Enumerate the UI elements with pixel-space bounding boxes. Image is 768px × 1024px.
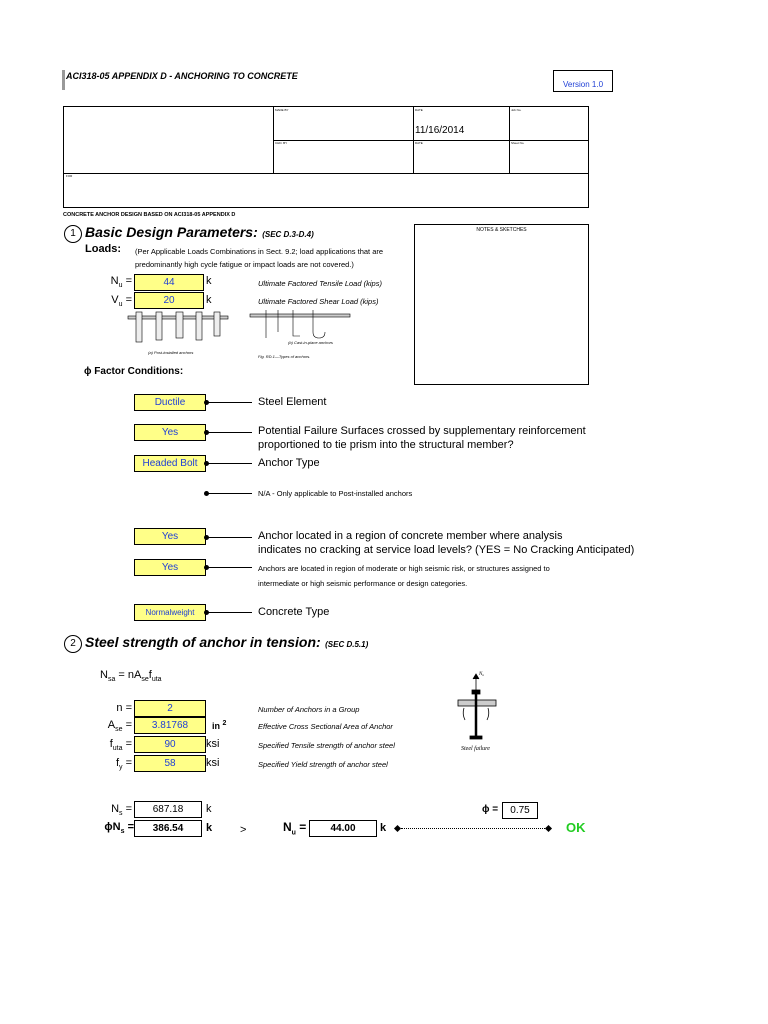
ns-symbol: $N_s$ = xyxy=(111,803,132,818)
fig-note: Fig. RD.1—Types of anchors. xyxy=(258,354,311,359)
ns-value: 687.18 xyxy=(134,801,202,818)
seismic-label: Anchors are located in region of moderate or high seismic risk, or structures assigned to xyxy=(258,564,550,573)
n-symbol: n = xyxy=(116,702,132,714)
connector-line xyxy=(207,463,252,464)
connector-line xyxy=(207,537,252,538)
fy-unit: ksi xyxy=(206,757,220,769)
checked-by-label: CHD. BY xyxy=(275,141,288,145)
section-1-heading: Basic Design Parameters: (SEC D.3-D.4) xyxy=(85,224,314,240)
section-1-number: 1 xyxy=(64,225,82,243)
loads-note-2: predominantly high cycle fatigue or impact loads are not covered.) xyxy=(135,260,354,269)
ase-symbol: $A_{se}$ = xyxy=(107,719,132,734)
version-label: Version 1.0 xyxy=(553,70,613,92)
supplementary-reinf-select[interactable]: Yes xyxy=(134,424,206,441)
phins-unit: k xyxy=(206,822,213,834)
ase-input[interactable]: 3.81768 xyxy=(134,717,206,734)
loads-note-1: (Per Applicable Loads Combinations in Sect. 9.2; load applications that are xyxy=(135,247,384,256)
fy-symbol: $f_y$ = xyxy=(115,757,132,772)
nu-check-value: 44.00 xyxy=(309,820,377,837)
nu-symbol: $N_u$ = xyxy=(110,275,132,290)
anchor-types-figure xyxy=(118,310,358,365)
phi-value: 0.75 xyxy=(502,802,538,819)
ase-desc: Effective Cross Sectional Area of Anchor xyxy=(258,722,393,731)
date-label-2: DATE xyxy=(415,141,423,145)
futa-input[interactable]: 90 xyxy=(134,736,206,753)
fig-caption-a: (a) Post-installed anchors xyxy=(148,350,194,355)
vu-input[interactable]: 20 xyxy=(134,292,204,309)
notes-box xyxy=(414,224,589,385)
phins-symbol: $\phi N_s$ = xyxy=(104,821,134,836)
greater-than: > xyxy=(240,824,247,836)
steel-failure-label: Steel failure xyxy=(461,746,490,752)
result-ok: OK xyxy=(566,820,586,835)
phi-label: ϕ = xyxy=(482,804,499,815)
steel-element-select[interactable]: Ductile xyxy=(134,394,206,411)
connector-line xyxy=(207,612,252,613)
sheet-no-label: Sheet No. xyxy=(511,141,525,145)
connector-line xyxy=(207,402,252,403)
futa-desc: Specified Tensile strength of anchor steel xyxy=(258,741,395,750)
document-title: ACI318-05 APPENDIX D - ANCHORING TO CONCRETE xyxy=(66,71,298,81)
seismic-select[interactable]: Yes xyxy=(134,559,206,576)
anchor-type-select[interactable]: Headed Bolt xyxy=(134,455,206,472)
design-caption: CONCRETE ANCHOR DESIGN BASED ON ACI318-05 APPENDIX D xyxy=(63,212,236,218)
section-2-number: 2 xyxy=(64,635,82,653)
nu-input[interactable]: 44 xyxy=(134,274,204,291)
nu-desc: Ultimate Factored Tensile Load (kips) xyxy=(258,279,382,288)
connector-diamond xyxy=(394,825,401,832)
header-block xyxy=(63,106,589,208)
for-label: FOR xyxy=(66,174,73,178)
vu-symbol: $V_u$ = xyxy=(111,294,132,309)
supplementary-reinf-label: Potential Failure Surfaces crossed by supplementary reinforcement xyxy=(258,425,586,437)
nu-check-unit: k xyxy=(380,822,387,834)
nsa-formula: $N_{sa} = nA_{se}f_{uta}$ xyxy=(100,669,162,684)
vu-desc: Ultimate Factored Shear Load (kips) xyxy=(258,297,379,306)
fy-input[interactable]: 58 xyxy=(134,755,206,772)
vu-unit: k xyxy=(206,294,212,306)
connector-line xyxy=(207,432,252,433)
supplementary-reinf-label-2: proportioned to tie prism into the structural member? xyxy=(258,439,514,451)
n-anchors-input[interactable]: 2 xyxy=(134,700,206,717)
phins-value: 386.54 xyxy=(134,820,202,837)
section-2-heading: Steel strength of anchor in tension: (SEC D.5.1) xyxy=(85,634,369,650)
loads-label: Loads: xyxy=(85,243,122,255)
ase-unit: in $^2$ xyxy=(212,720,227,731)
anchor-type-label: Anchor Type xyxy=(258,457,320,469)
connector-dotted-line xyxy=(401,828,547,829)
concrete-type-label: Concrete Type xyxy=(258,606,330,618)
futa-unit: ksi xyxy=(206,738,220,750)
seismic-label-2: intermediate or high seismic performance or design categories. xyxy=(258,579,468,588)
steel-element-label: Steel Element xyxy=(258,396,327,408)
no-cracking-select[interactable]: Yes xyxy=(134,528,206,545)
date-label: DATE xyxy=(415,108,423,112)
nu-check-symbol: $N_u$ = xyxy=(283,820,307,837)
steel-failure-figure xyxy=(452,668,510,758)
ns-unit: k xyxy=(206,803,212,815)
n-anchors-desc: Number of Anchors in a Group xyxy=(258,705,360,714)
date-value: 11/16/2014 xyxy=(415,125,465,136)
notes-title: NOTES & SKETCHES xyxy=(476,227,527,233)
post-installed-na-label: N/A - Only applicable to Post-installed anchors xyxy=(258,489,413,498)
no-cracking-label: Anchor located in a region of concrete member where analysis xyxy=(258,530,563,542)
fig-load-label: $N_n$ xyxy=(479,672,485,677)
concrete-type-select[interactable]: Normalweight xyxy=(134,604,206,621)
connector-line xyxy=(207,493,252,494)
nu-unit: k xyxy=(206,275,212,287)
connector-diamond xyxy=(545,825,552,832)
fig-caption-b: (b) Cast-in-place anchors xyxy=(288,340,333,345)
factor-conditions-title: ϕ Factor Conditions: xyxy=(84,366,184,377)
futa-symbol: $f_{uta}$ = xyxy=(109,738,132,753)
job-no-label: Job No. xyxy=(511,108,522,112)
fy-desc: Specified Yield strength of anchor steel xyxy=(258,760,388,769)
no-cracking-label-2: indicates no cracking at service load levels? (YES = No Cracking Anticipated) xyxy=(258,544,635,556)
connector-line xyxy=(207,567,252,568)
made-by-label: MADE BY xyxy=(275,108,289,112)
